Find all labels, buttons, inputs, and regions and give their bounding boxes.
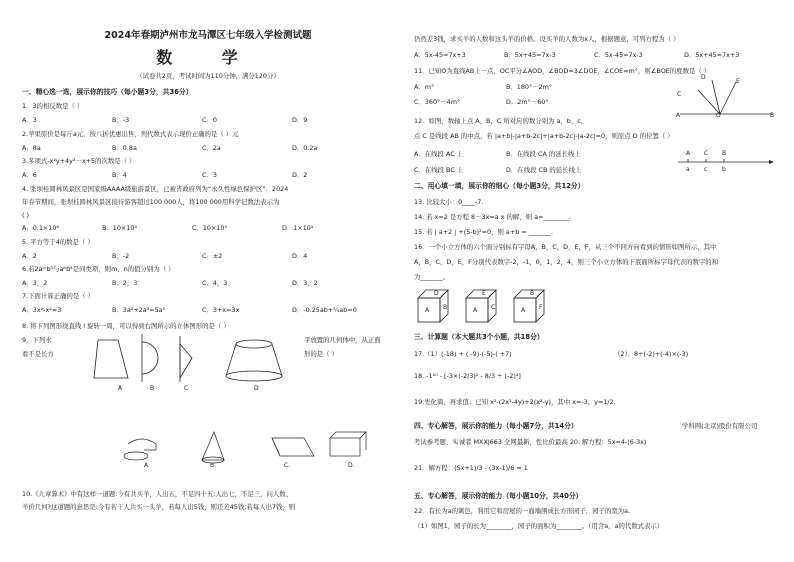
cube2-front: A — [473, 307, 478, 314]
section-3-heading: 三、计算题（本大题共3个小题，共18分） — [414, 333, 544, 341]
q11-angle-figure — [676, 78, 776, 120]
q6: 6.若2aᵐb³与aᵇb⁴是同类项，则m、n的值分别为（ ） — [22, 265, 175, 273]
q9-start-2: 看不是长方 — [22, 350, 54, 358]
q22-line1: 22．有长为a的篱笆，利用它和房屋的一面墙围成长方形园子，园子的宽为a. — [414, 507, 631, 515]
section-2-heading: 二、用心填一填，展示你的细心（每小题3分，共12分） — [414, 182, 585, 190]
q18: 18. -1¹⁰ - [-3×(-2/3)² - 8/3 ÷ (-2)²] — [414, 372, 521, 380]
q21: 21．解方程：(5x+1)/3 - (3x-1)/6 = 1 — [414, 464, 528, 472]
option: C．4，3 — [202, 279, 228, 287]
q2: 2.苹果原价是每斤a元，按八折优惠出售，列代数式表示现价正确的是（ ）元 — [22, 130, 239, 138]
option: D．2m°－60° — [506, 98, 549, 106]
q11-label-d: D — [701, 74, 706, 81]
q4-line1: 4. 张坝桂圆林风景区是国家级AAAA级旅游景区，已被省政府列为“永久性绿色保护区”．2024 — [22, 185, 289, 193]
axis-label-b: B — [722, 150, 727, 157]
q19: 19.先化简，再求值：已知 x²-(2x²-4y)+2(x²-y)，其中 x=-3，y=1/2. — [414, 398, 616, 406]
option: A．m° — [414, 83, 435, 91]
option: B．2，3 — [112, 279, 138, 287]
option: C．3 — [202, 171, 217, 179]
option: D．在线段 CB 的延长线上 — [506, 166, 582, 174]
option: A．6 — [22, 171, 37, 179]
q6-options — [22, 279, 318, 287]
q22-line2: （1）如图1，园子的长为________，园子的面积为________。（用含a，a的代数式表示） — [414, 522, 664, 530]
option: B．-3 — [112, 116, 130, 124]
option: A．在线段 AC 上 — [414, 150, 464, 158]
q10-line1: 10.《九章算术》中有这样一道题:今有共买羊，人出五，不足四十五;人出七，不足三，问人数、 — [22, 490, 293, 498]
q8-figures — [94, 334, 294, 384]
axis-val-a: a — [686, 166, 690, 173]
option: A．3x²-x²=3 — [22, 306, 62, 314]
axis-label-c: C — [704, 150, 709, 157]
option: B．5x+45=7x-3 — [504, 51, 556, 59]
q1-options — [22, 116, 307, 124]
right-column — [414, 0, 779, 562]
option: C．3+x=3x — [202, 306, 240, 314]
q13: 13. 比较大小：0____-7. — [414, 198, 484, 206]
cube1-side: B — [443, 304, 448, 311]
cube1-front: A — [425, 307, 430, 314]
option: B．10×10⁴ — [102, 224, 137, 232]
q12-line1: 12．如图，数轴上点 A，B，C 所对应的数分别为 a，b，c， — [414, 117, 588, 125]
exam-title: 2024年春期泸州市龙马潭区七年级入学检测试题 — [104, 30, 312, 41]
option: D．3，2 — [292, 279, 318, 287]
q16-line3: 为_______。 — [414, 273, 450, 281]
q9-label-a: A. — [144, 462, 150, 469]
option: D．-0.25ab+¼ab=0 — [292, 306, 357, 314]
q11: 11．已知O为直线AB上一点，OC平分∠AOD，∠BOD=3∠DOE，∠COE=m°，则∠BOE的度数是（ ） — [414, 67, 711, 75]
number-line-figure — [678, 156, 774, 168]
option: A．2 — [22, 252, 37, 260]
q17-part1: 17.（1）(-18) + ( -9)-(-5)-( +7) — [414, 350, 512, 358]
section-5-heading: 五、专心解答，展示你的能力（每小题10分，共40分） — [414, 492, 583, 500]
q7: 7.下面计算正确的是（ ） — [22, 292, 95, 300]
option: B．3a²+2a³=5a⁵ — [112, 306, 166, 314]
option: A．8a — [22, 144, 41, 152]
q10-line2: 羊价几何?这道题的意思是:今有若干人共买一头羊，若每人出5钱，则还差45钱;若每人出7钱，则 — [22, 503, 296, 511]
left-column — [22, 0, 394, 562]
cube1-top: D — [434, 290, 439, 297]
option: C．±2 — [202, 252, 223, 260]
axis-val-b: b — [722, 166, 726, 173]
q4-options — [22, 224, 313, 232]
section-1-heading: 一、精心选一选，展示你的技巧（每小题3分，共36分） — [22, 88, 193, 96]
q12-options-2 — [414, 166, 581, 174]
option: C．2a — [202, 144, 221, 152]
q4-line3: ( ) — [22, 211, 30, 219]
option: C．360°－4m° — [414, 98, 461, 106]
q9-text-right: 平放置的几何体中，从正面 — [304, 336, 381, 344]
option: B．0.8a — [112, 144, 137, 152]
q11-label-a: A — [676, 112, 681, 119]
option: B．4 — [112, 171, 127, 179]
option: A．0.1×10⁶ — [22, 224, 59, 232]
axis-label-a: A — [686, 150, 691, 157]
q2-options — [22, 144, 317, 152]
q3: 3.多项式-x²y+4y²－x+5的次数是（ ） — [22, 157, 136, 165]
q16-line1: 16．一个小立方体的六个面分别标有字母A，B，C，D，E，F，从三个不同方向看到的情形如图所示，其中 — [414, 243, 717, 251]
q7-options — [22, 306, 357, 314]
q11-label-b: B — [770, 112, 775, 119]
cube3-side: F — [539, 304, 543, 311]
subject-title: 数 学 — [156, 48, 260, 67]
option: A．3 — [22, 116, 37, 124]
q11-label-c: C — [677, 91, 682, 98]
cube3-top: B — [530, 290, 535, 297]
cube2-side: C — [491, 304, 496, 311]
q10-line3: 仍然差3钱，求买羊的人数和这头羊的价格。设买羊的人数为x人，根据题意，可列方程为（ ） — [414, 35, 680, 43]
q1: 1．3的相反数是（ ） — [22, 102, 84, 110]
option: C．10×10⁵ — [192, 224, 228, 232]
q11-label-e: E — [736, 78, 740, 85]
option: B．在线段 CA 的延长线上 — [506, 150, 581, 158]
q8-label-a: A — [118, 385, 123, 392]
q4-line2: 年春节期间，张坝桂圆林风景区接待游客超过100 000人，将100 000用科学记数法表示为 — [22, 198, 280, 206]
q11-label-o: O — [716, 112, 721, 119]
q17-part2: （2）．8÷(-2)+(-4)×(-3) — [614, 350, 689, 358]
q5: 5. 平方等于4的数是（ ） — [22, 238, 94, 246]
q5-options — [22, 252, 307, 260]
option: B．180°－2m° — [506, 83, 553, 91]
option: D．9 — [292, 116, 308, 124]
q14: 14. 若 x=2 是方程 8－3x=a x 的解，则 a=________. — [414, 213, 571, 221]
q16-line2: A，B，C，D，E，F分别代表数字-2，-1，0，1，2，4，则三个小立方体的下底面所标字母代表的数字的和 — [414, 258, 719, 266]
q15: 15. 若 | a+2 | +(5-b)²=0，则 a+b = _______. — [414, 228, 554, 236]
q10-options — [414, 51, 739, 59]
q20: 考试参考题，实诚者 MXXJ663 全网最新，性比价最高 20. 解方程：5x=4-(6-3x) — [414, 438, 647, 446]
exam-note: （试卷共2页，考试时间为110分钟，满分120分） — [136, 72, 280, 80]
option: A．3，2 — [22, 279, 48, 287]
q8-label-d: D — [254, 385, 259, 392]
option: D．4 — [292, 252, 308, 260]
q9-start: 9．下列水 — [22, 336, 52, 344]
q8-label-b: B — [150, 385, 155, 392]
section-4-tail: 学科网(北京)股份有限公司 — [682, 422, 758, 430]
q9-label-c: C. — [284, 462, 291, 469]
q9-label-d: D. — [348, 462, 355, 469]
q9-text-right-2: 形的是（ ） — [304, 350, 338, 358]
q12-options-1 — [414, 150, 581, 158]
option: B．-2 — [112, 252, 130, 260]
cube3-front: A — [521, 307, 526, 314]
option: D．1×10⁵ — [282, 224, 314, 232]
q8: 8. 将下列图形绕直线 l 旋转一周，可以得到右图所示的立体图形的是（ ） — [22, 322, 230, 330]
q9-label-b: B. — [210, 462, 217, 469]
cube2-top: E — [482, 290, 486, 297]
axis-val-c: c — [704, 166, 708, 173]
option: C．5x-45=7x-3 — [594, 51, 643, 59]
q9-figures — [122, 428, 362, 464]
option: A．5x-45=7x+3 — [414, 51, 466, 59]
option: D．2 — [292, 171, 308, 179]
option: D．5x+45=7x+3 — [684, 51, 740, 59]
q12-line2: 点 C 是线段 AB 的中点，若 |a+b|-|a+b-2c|+|a+b-2c|-|a-2c|=0，则原点 O 的位置（ ） — [414, 132, 674, 140]
option: C．0 — [202, 116, 217, 124]
q11-options-2 — [414, 98, 549, 106]
q3-options — [22, 171, 307, 179]
section-4-heading: 四、专心解答，展示你的能力（每小题7分，共14分） — [414, 422, 578, 430]
q11-options-1 — [414, 83, 552, 91]
option: D．0.2a — [292, 144, 318, 152]
q8-label-c: C — [184, 385, 189, 392]
option: C．在线段 BC 上 — [414, 166, 464, 174]
